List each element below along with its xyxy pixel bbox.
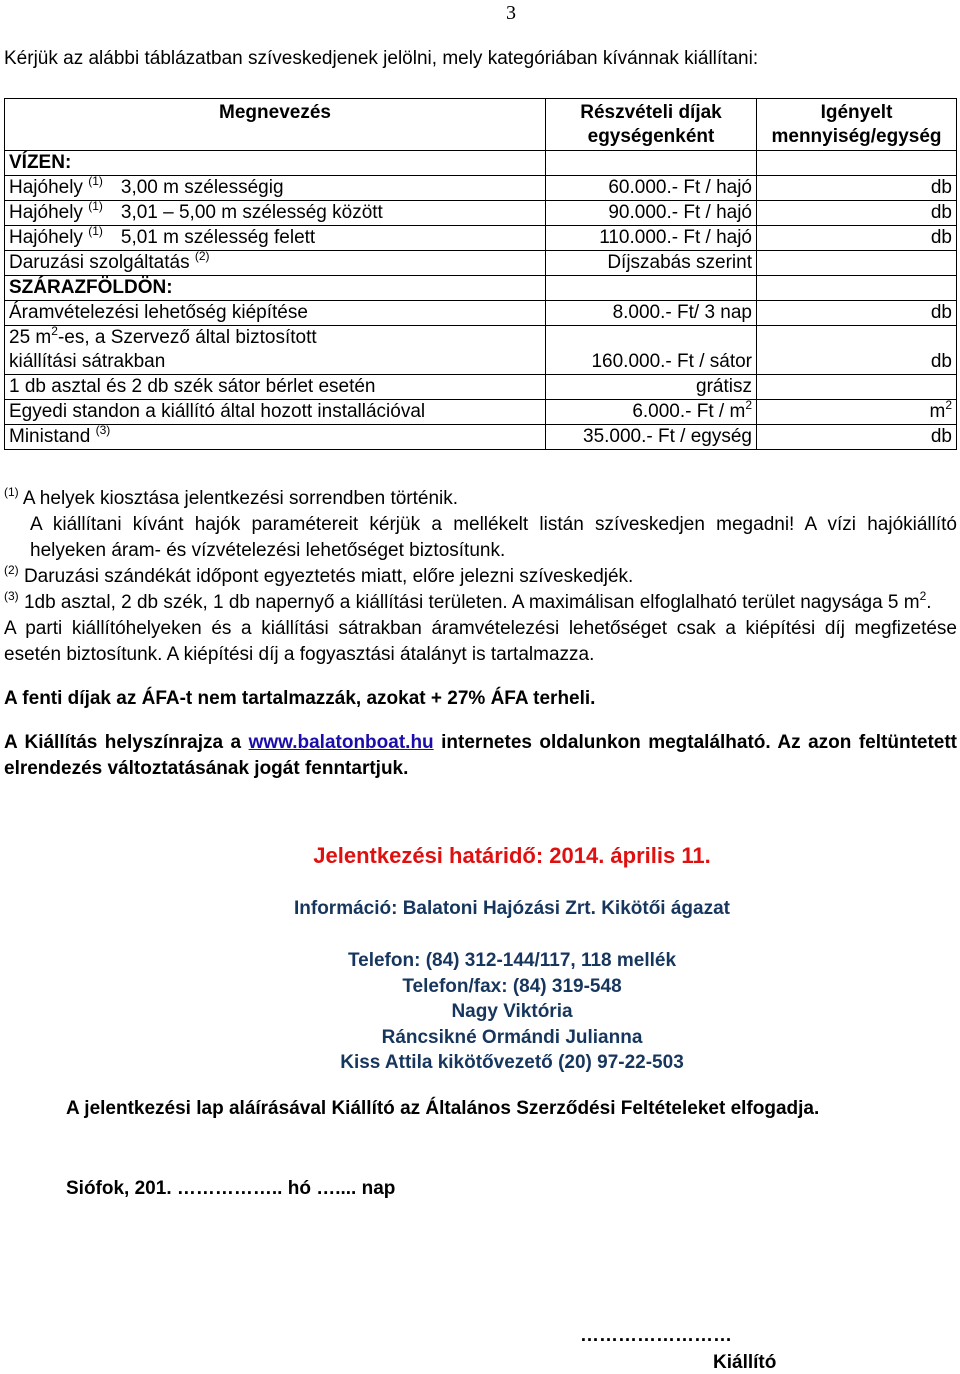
header-fee-line2: egységenként xyxy=(587,126,715,147)
header-qty xyxy=(757,99,957,151)
row-fee: 160.000.- Ft / sátor xyxy=(546,326,757,375)
contacts-block xyxy=(0,948,960,1076)
footnote-mark: (2) xyxy=(4,563,19,577)
row-name: Áramvételezési lehetőség kiépítése xyxy=(5,301,546,326)
table-row xyxy=(5,375,957,400)
note-3 xyxy=(4,590,957,616)
header-qty-line1: Igényelt xyxy=(820,102,893,123)
row-name-text: 25 m xyxy=(9,327,52,348)
place-date-line[interactable]: Siófok, 201. …………….. hó ….... nap xyxy=(66,1178,396,1199)
contact-line: Kiss Attila kikötővezető (20) 97-22-503 xyxy=(340,1052,684,1073)
contact-line: Telefon/fax: (84) 319-548 xyxy=(402,975,622,997)
row-name xyxy=(5,176,546,201)
info-line: Információ: Balatoni Hajózási Zrt. Kikötői ágazat xyxy=(293,898,730,919)
superscript: 2 xyxy=(745,398,752,412)
row-name: Egyedi standon a kiállító által hozott installációval xyxy=(5,400,546,425)
row-name xyxy=(5,226,546,251)
header-qty-line2: mennyiség/egység xyxy=(771,126,942,147)
row-name-text: Hajóhely xyxy=(9,202,83,223)
intro-text: Kérjük az alábbi táblázatban szíveskedjenek jelölni, mely kategóriában kívánnak kiállítani: xyxy=(4,48,759,69)
row-fee-text: 6.000.- Ft / m xyxy=(632,401,746,422)
note-text: 1db asztal, 2 db szék, 1 db napernyő a kiállítási területen. A maximálisan elfoglalható terület nagysága 5 m xyxy=(23,592,920,613)
fee-table xyxy=(4,98,957,450)
table-row xyxy=(5,201,957,226)
page-number: 3 xyxy=(506,2,516,24)
note-1 xyxy=(4,486,957,512)
table-row xyxy=(5,400,957,425)
row-unit[interactable]: db xyxy=(757,326,957,375)
footnote-mark: (2) xyxy=(194,249,210,263)
site-text: internetes oldalunkon megtalálható. Az azon feltüntetett elrendezés változtatásának jogát fenntartjuk. xyxy=(4,732,958,779)
superscript: 2 xyxy=(919,589,927,603)
empty-cell xyxy=(546,151,757,176)
note-2 xyxy=(4,564,957,590)
row-unit[interactable] xyxy=(757,375,957,400)
row-spec: 5,01 m szélesség felett xyxy=(120,227,316,248)
section-water-label: VÍZEN: xyxy=(5,151,546,176)
footnote-mark: (1) xyxy=(88,224,103,238)
table-row xyxy=(5,226,957,251)
row-fee: 60.000.- Ft / hajó xyxy=(546,176,757,201)
row-name xyxy=(5,201,546,226)
table-row xyxy=(5,326,957,375)
row-fee: 90.000.- Ft / hajó xyxy=(546,201,757,226)
row-unit[interactable]: db xyxy=(757,226,957,251)
row-fee: 35.000.- Ft / egység xyxy=(546,425,757,450)
row-name-text: Hajóhely xyxy=(9,227,83,248)
row-name-text: Daruzási szolgáltatás xyxy=(9,252,190,273)
empty-cell xyxy=(757,276,957,301)
shore-note: A parti kiállítóhelyeken és a kiállítási sátrakban áramvételezési lehetőséget csak a kiépítési díj megfizetése esetén biztosítunk. A kiépítési díj a fogyasztási átalányt is tartalmazza. xyxy=(4,618,957,665)
row-fee: 110.000.- Ft / hajó xyxy=(546,226,757,251)
row-fee xyxy=(546,400,757,425)
superscript: 2 xyxy=(51,324,58,338)
row-unit[interactable] xyxy=(757,251,957,276)
website-link[interactable]: www.balatonboat.hu xyxy=(248,732,434,753)
deadline: Jelentkezési határidő: 2014. április 11. xyxy=(313,843,711,868)
row-name-text: Hajóhely xyxy=(9,177,83,198)
superscript: 2 xyxy=(945,398,952,412)
empty-cell xyxy=(546,276,757,301)
empty-cell xyxy=(757,151,957,176)
footnote-mark: (1) xyxy=(4,485,19,499)
row-unit[interactable]: db xyxy=(757,301,957,326)
row-name-text: Ministand xyxy=(9,426,91,447)
row-unit[interactable]: db xyxy=(757,425,957,450)
row-fee: grátisz xyxy=(546,375,757,400)
notes-section xyxy=(4,486,957,782)
vat-note: A fenti díjak az ÁFA-t nem tartalmazzák, azokat + 27% ÁFA terheli. xyxy=(4,688,596,709)
row-unit[interactable]: db xyxy=(757,176,957,201)
footnote-mark: (1) xyxy=(88,174,103,188)
table-row xyxy=(5,425,957,450)
row-name-text: -es, a Szervező által biztosított xyxy=(57,327,317,348)
row-name xyxy=(5,326,546,375)
header-name: Megnevezés xyxy=(5,99,546,151)
site-note xyxy=(4,730,957,782)
row-name xyxy=(5,251,546,276)
row-spec: 3,00 m szélességig xyxy=(120,177,284,198)
footnote-mark: (1) xyxy=(88,199,103,213)
row-fee: Díjszabás szerint xyxy=(546,251,757,276)
contact-line: Ráncsikné Ormándi Julianna xyxy=(381,1026,643,1048)
table-row xyxy=(5,251,957,276)
row-name xyxy=(5,425,546,450)
row-unit-text: m xyxy=(929,401,946,422)
header-fee xyxy=(546,99,757,151)
section-row-land xyxy=(5,276,957,301)
table-header-row xyxy=(5,99,957,151)
header-fee-line1: Részvételi díjak xyxy=(580,102,722,123)
row-unit[interactable] xyxy=(757,400,957,425)
row-spec: 3,01 – 5,00 m szélesség között xyxy=(120,202,383,223)
footnote-mark: (3) xyxy=(95,423,111,437)
table-row xyxy=(5,301,957,326)
row-name: 1 db asztal és 2 db szék sátor bérlet esetén xyxy=(5,375,546,400)
section-land-label: SZÁRAZFÖLDÖN: xyxy=(5,276,546,301)
note-1-details: A kiállítani kívánt hajók paramétereit kérjük a mellékelt listán szíveskedjen megadni! A vízi hajókiállító helyeken áram- és vízvételezési lehetőséget biztosítunk. xyxy=(30,514,957,561)
footnote-mark: (3) xyxy=(4,589,19,603)
table-row xyxy=(5,176,957,201)
note-text: Daruzási szándékát időpont egyeztetés miatt, előre jelezni szíveskedjék. xyxy=(23,566,634,587)
contact-line: Telefon: (84) 312-144/117, 118 mellék xyxy=(347,950,677,971)
section-row-water xyxy=(5,151,957,176)
acceptance-statement: A jelentkezési lap aláírásával Kiállító az Általános Szerződési Feltételeket elfogadja. xyxy=(66,1098,820,1119)
site-text: A Kiállítás helyszínrajza a xyxy=(4,732,242,753)
row-unit[interactable]: db xyxy=(757,201,957,226)
note-text: A helyek kiosztása jelentkezési sorrendben történik. xyxy=(22,488,459,509)
row-name-text: kiállítási sátrakban xyxy=(9,351,166,372)
signature-line[interactable]: …………………… xyxy=(580,1325,732,1346)
contact-line: Nagy Viktória xyxy=(451,1001,573,1022)
note-text: . xyxy=(926,592,932,613)
signature-label: Kiállító xyxy=(713,1352,777,1373)
row-fee: 8.000.- Ft/ 3 nap xyxy=(546,301,757,326)
